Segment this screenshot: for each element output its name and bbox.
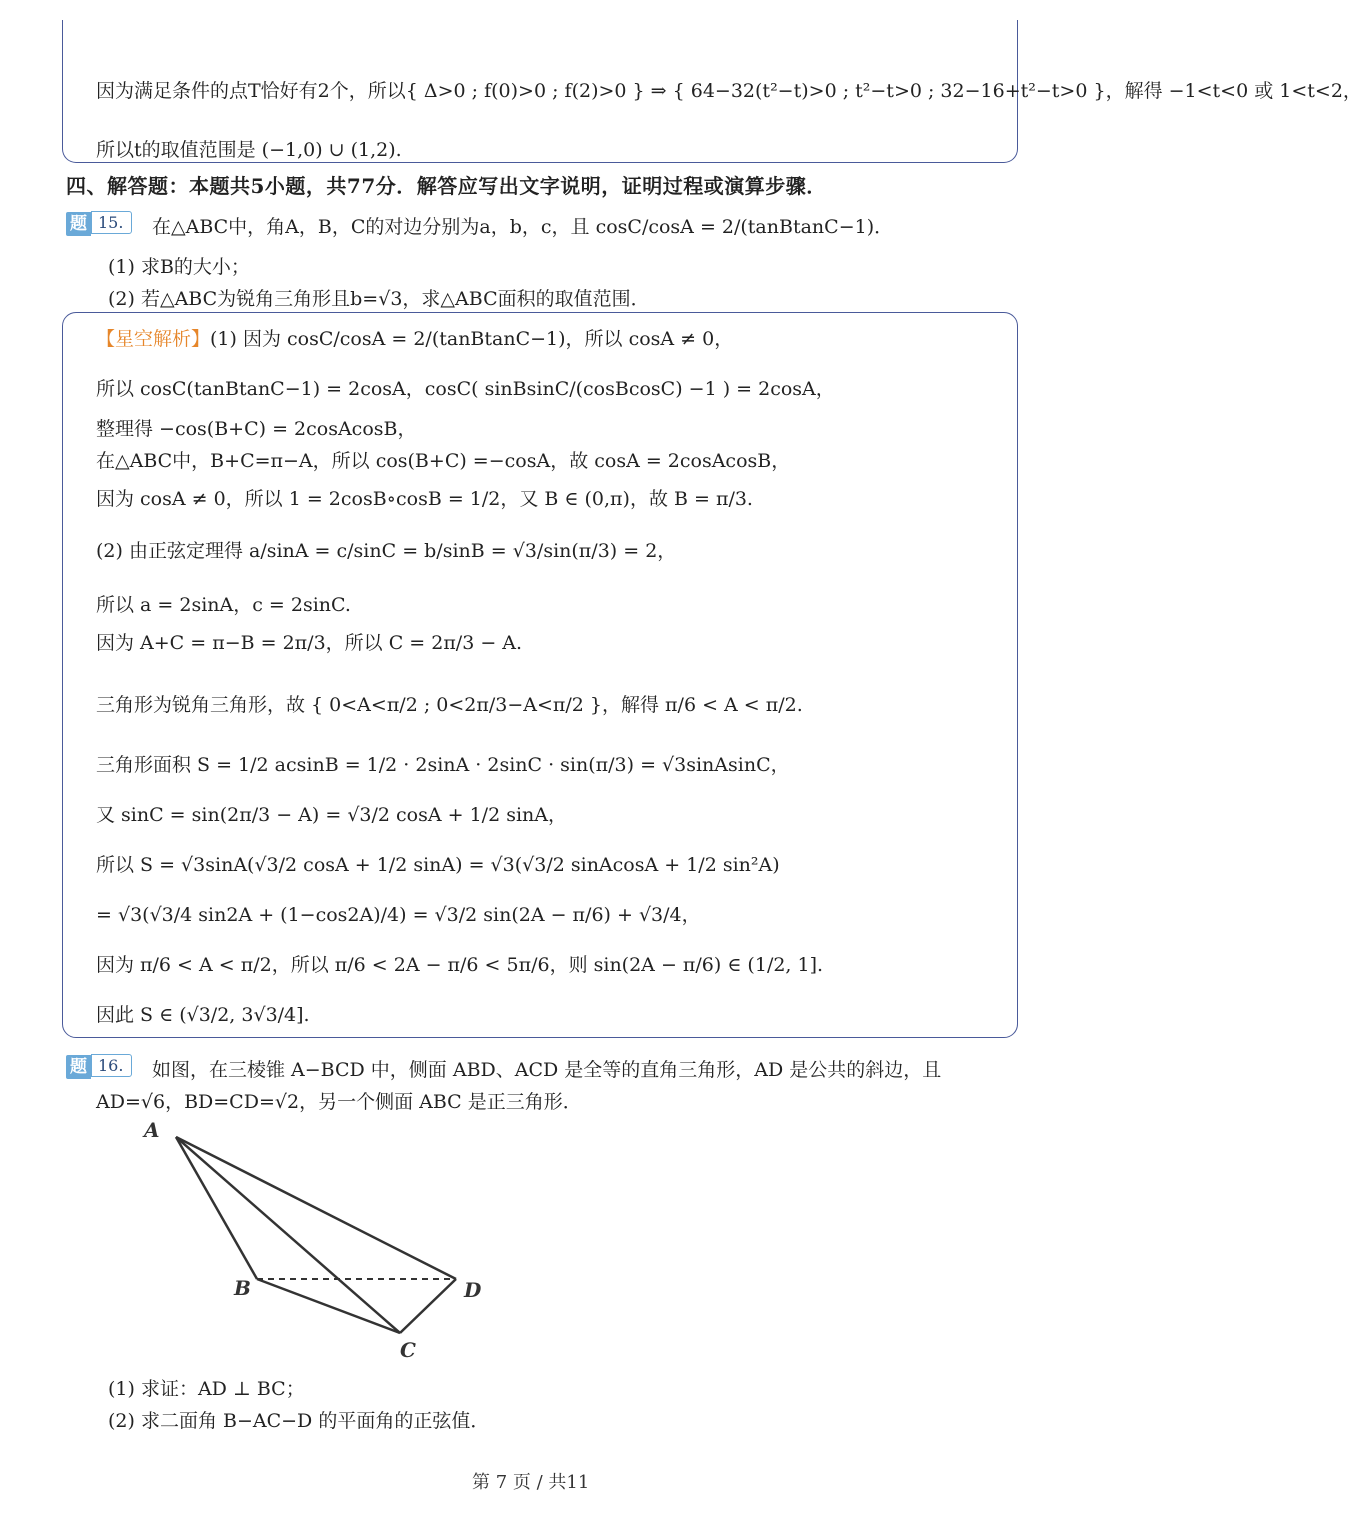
solution-line-10: 三角形面积 S = 1/2 acsinB = 1/2 · 2sinA · 2sinC · sin(π/3) = √3sinAsinC， <box>96 754 790 776</box>
solution-line-14: 因为 π/6 < A < π/2，所以 π/6 < 2A − π/6 < 5π/6，则 sin(2A − π/6) ∈ (1/2, 1]. <box>96 954 824 976</box>
edge-AC <box>176 1137 400 1333</box>
solution-line-7: 所以 a = 2sinA，c = 2sinC. <box>96 594 351 616</box>
section-heading: 四、解答题：本题共5小题，共77分．解答应写出文字说明，证明过程或演算步骤． <box>66 174 827 198</box>
pyramid-figure <box>130 1115 510 1365</box>
page-footer: 第 7 页 / 共11 <box>472 1472 590 1493</box>
vertex-label-C: C <box>400 1338 416 1362</box>
solution-line-8: 因为 A+C = π−B = 2π/3，所以 C = 2π/3 − A. <box>96 632 523 654</box>
q15-tag-label: 题 <box>66 212 91 236</box>
solution-line-15: 因此 S ∈ (√3/2, 3√3/4]. <box>96 1004 310 1026</box>
solution-label: 【星空解析】 <box>96 328 211 350</box>
q16-number: 16. <box>91 1054 132 1077</box>
q16-stem-2: AD=√6，BD=CD=√2，另一个侧面 ABC 是正三角形． <box>96 1091 582 1113</box>
solution-line-3: 整理得 −cos(B+C) = 2cosAcosB， <box>96 418 417 440</box>
edge-CD <box>400 1279 456 1333</box>
solution-line-5: 因为 cosA ≠ 0，所以 1 = 2cosB∘cosB = 1/2，又 B ∈ (0,π)，故 B = π/3. <box>96 488 753 510</box>
q15-part2: (2) 若△ABC为锐角三角形且b=√3，求△ABC面积的取值范围． <box>108 288 650 310</box>
q15-tag <box>66 211 132 235</box>
continuation-line-2: 所以t的取值范围是 (−1,0) ∪ (1,2). <box>96 139 402 161</box>
vertex-label-B: B <box>234 1276 251 1300</box>
solution-line-2: 所以 cosC(tanBtanC−1) = 2cosA，cosC( sinBsinC/(cosBcosC) −1 ) = 2cosA， <box>96 378 835 400</box>
q16-tag <box>66 1054 132 1078</box>
q16-part2: (2) 求二面角 B−AC−D 的平面角的正弦值． <box>108 1410 490 1432</box>
solution-line-9: 三角形为锐角三角形，故 { 0<A<π/2 ; 0<2π/3−A<π/2 }，解得 π/6 < A < π/2. <box>96 694 803 716</box>
q16-tag-label: 题 <box>66 1055 91 1079</box>
solution-line-11: 又 sinC = sin(2π/3 − A) = √3/2 cosA + 1/2 sinA， <box>96 804 567 826</box>
edge-AD <box>176 1137 456 1279</box>
q16-part1: (1) 求证：AD ⊥ BC； <box>108 1378 305 1400</box>
q16-stem-1: 如图，在三棱锥 A−BCD 中，侧面 ABD、ACD 是全等的直角三角形，AD 是公共的斜边，且 <box>152 1059 942 1081</box>
solution-line-1: 【星空解析】(1) 因为 cosC/cosA = 2/(tanBtanC−1)，所以 cosA ≠ 0， <box>96 328 734 350</box>
edge-BC <box>257 1279 400 1333</box>
q15-number: 15. <box>91 211 132 234</box>
vertex-label-A: A <box>144 1118 160 1142</box>
solution-line-6: (2) 由正弦定理得 a/sinA = c/sinC = b/sinB = √3/sin(π/3) = 2， <box>96 540 677 562</box>
q15-stem: 在△ABC中，角A，B，C的对边分别为a，b，c，且 cosC/cosA = 2/(tanBtanC−1)． <box>152 216 894 238</box>
solution-line-12: 所以 S = √3sinA(√3/2 cosA + 1/2 sinA) = √3(√3/2 sinAcosA + 1/2 sin²A) <box>96 854 780 876</box>
q15-part1: (1) 求B的大小； <box>108 256 250 278</box>
vertex-label-D: D <box>464 1278 482 1302</box>
continuation-line-1: 因为满足条件的点T恰好有2个，所以{ Δ>0 ; f(0)>0 ; f(2)>0 } ⇒ { 64−32(t²−t)>0 ; t²−t>0 ; 32−16+t²−t>0 }，解得 −1<t<0 或 1<t<2， <box>96 80 1362 102</box>
solution-line-4: 在△ABC中，B+C=π−A，所以 cos(B+C) =−cosA，故 cosA = 2cosAcosB， <box>96 450 791 472</box>
solution-line-13: = √3(√3/4 sin2A + (1−cos2A)/4) = √3/2 sin(2A − π/6) + √3/4， <box>96 904 701 926</box>
